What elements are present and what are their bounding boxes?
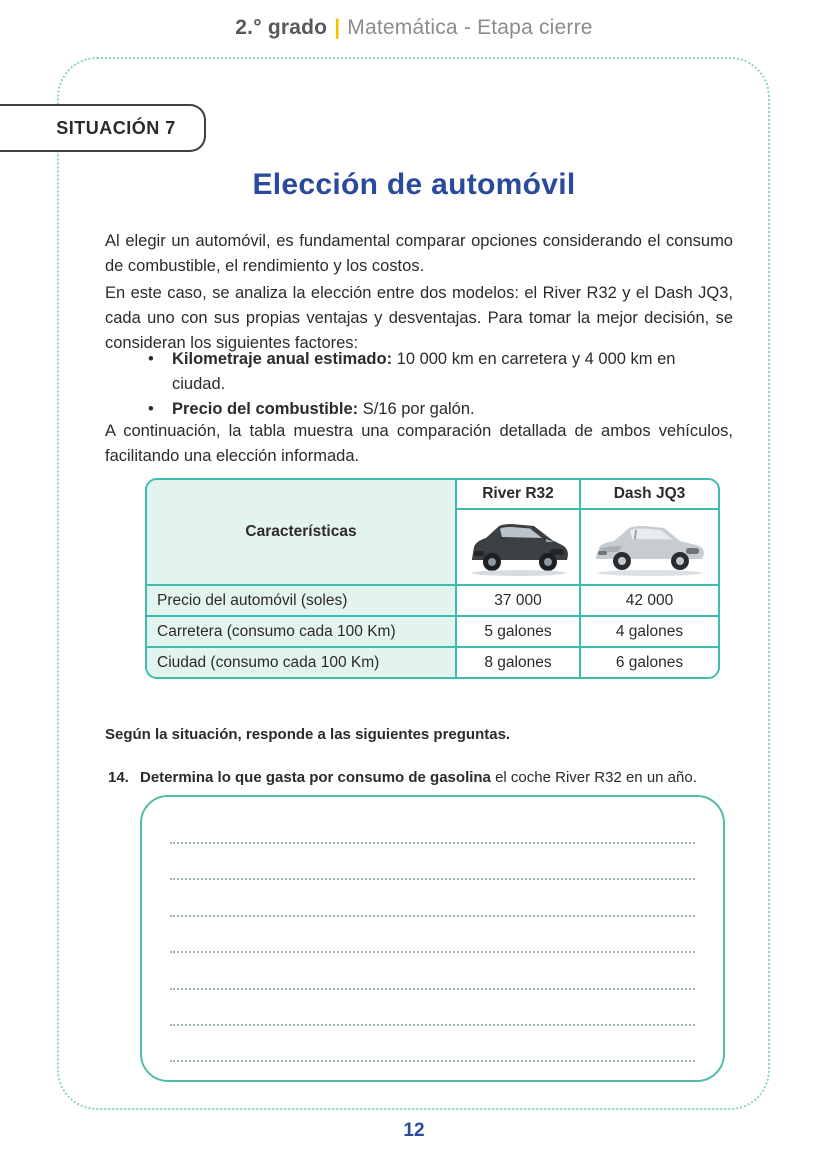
bullet-value: 10 000 km en carretera y 4 000 km en ciudad. (172, 350, 676, 393)
bullet-icon: • (148, 350, 154, 368)
question-regular-text: el coche River R32 en un año. (490, 769, 697, 786)
situation-badge-label: SITUACIÓN 7 (56, 117, 176, 138)
document-header (0, 16, 828, 40)
subject-label: Matemática - Etapa cierre (347, 16, 593, 39)
river-r32-car-image (455, 508, 579, 584)
bullet-label: Precio del combustible: (172, 400, 359, 418)
header-separator: | (334, 16, 341, 39)
bullet-text (172, 347, 733, 397)
column-header-river-r32: River R32 (455, 480, 579, 508)
answer-line (170, 915, 695, 917)
intro-paragraph: Al elegir un automóvil, es fundamental comparar opciones considerando el consumo de combustible, el rendimiento y los costos. (105, 232, 733, 275)
table-corner-header: Características (147, 480, 455, 584)
car-comparison-table (145, 478, 720, 679)
bullet-label: Kilometraje anual estimado: (172, 350, 393, 368)
question-text (140, 767, 697, 789)
column-header-dash-jq3: Dash JQ3 (579, 480, 718, 508)
answer-line (170, 988, 695, 990)
answer-line (170, 842, 695, 844)
answer-line (170, 878, 695, 880)
precio-river-value: 37 000 (455, 584, 579, 615)
carretera-river-value: 5 galones (455, 615, 579, 646)
answer-line (170, 951, 695, 953)
question-number: 14. (108, 769, 129, 786)
row-label-carretera: Carretera (consumo cada 100 Km) (147, 615, 455, 646)
row-label-ciudad: Ciudad (consumo cada 100 Km) (147, 646, 455, 677)
answer-line (170, 1024, 695, 1026)
grade-label: 2.° grado (235, 16, 328, 39)
ciudad-river-value: 8 galones (455, 646, 579, 677)
bullet-value: S/16 por galón. (358, 400, 475, 418)
bullet-icon: • (148, 400, 154, 418)
answer-box (140, 795, 725, 1082)
carretera-dash-value: 4 galones (579, 615, 718, 646)
case-paragraph: En este caso, se analiza la elección entre dos modelos: el River R32 y el Dash JQ3, cada uno con sus propias ventajas y desventajas. Para tomar la mejor decisión, se consideran los siguientes factores: (105, 284, 733, 352)
page-title: Elección de automóvil (252, 168, 576, 201)
question-bold-text: Determina lo que gasta por consumo de gasolina (140, 769, 491, 786)
table-intro-paragraph: A continuación, la tabla muestra una comparación detallada de ambos vehículos, facilitando una elección informada. (105, 422, 733, 465)
precio-dash-value: 42 000 (579, 584, 718, 615)
situation-badge (0, 104, 206, 152)
row-label-precio: Precio del automóvil (soles) (147, 584, 455, 615)
question-14 (108, 767, 733, 789)
ciudad-dash-value: 6 galones (579, 646, 718, 677)
instructions-text: Según la situación, responde a las siguientes preguntas. (105, 726, 511, 743)
answer-line (170, 1060, 695, 1062)
page-number: 12 (403, 1120, 425, 1141)
dash-jq3-car-image (579, 508, 718, 584)
bullet-kilometraje (148, 347, 733, 397)
